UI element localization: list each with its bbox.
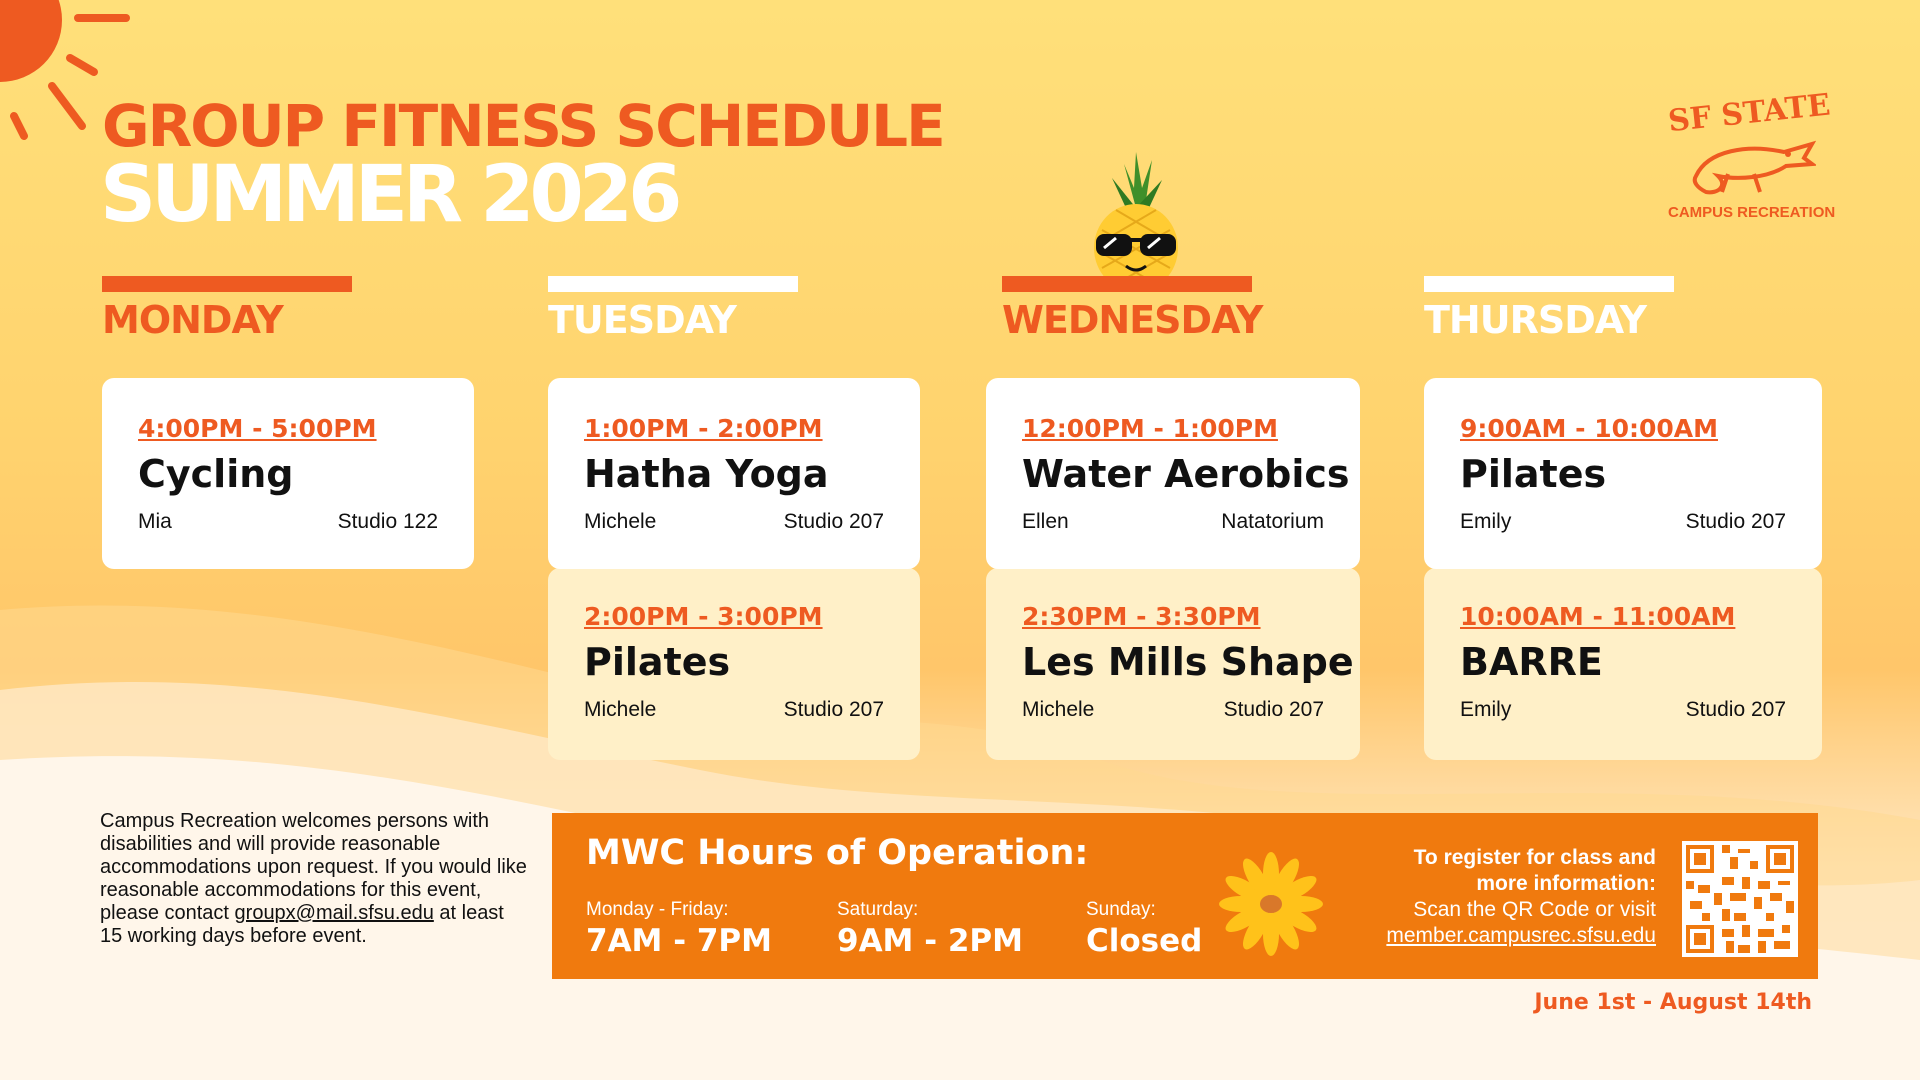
- day-header-thursday: THURSDAY: [1424, 298, 1647, 342]
- register-link[interactable]: member.campusrec.sfsu.edu: [1386, 924, 1656, 947]
- page-subtitle: SUMMER 2026: [100, 150, 678, 240]
- class-room: Studio 207: [783, 510, 884, 533]
- flower-icon: [1216, 849, 1326, 959]
- day-header-wednesday: WEDNESDAY: [1002, 298, 1263, 342]
- accessibility-text-end: at least 15 working days before event.: [100, 902, 504, 947]
- hours-label-weekdays: Monday - Friday:: [586, 899, 729, 920]
- sf-state-logo: [1666, 87, 1836, 230]
- register-line-3: Scan the QR Code or visit: [1413, 898, 1656, 921]
- class-instructor: Mia: [138, 510, 172, 533]
- class-room: Studio 122: [337, 510, 438, 533]
- gator-icon: [1688, 130, 1816, 200]
- class-instructor: Michele: [1022, 698, 1095, 721]
- hours-label-saturday: Saturday:: [837, 899, 919, 920]
- registration-info: [1326, 845, 1656, 949]
- accessibility-text: Campus Recreation welcomes persons with disabilities and will provide reasonable accommodations upon request. If you would like reasonable accommodations for this event, please contact: [100, 810, 527, 924]
- hours-value-saturday: 9AM - 2PM: [837, 923, 1023, 959]
- class-card: [986, 378, 1360, 569]
- class-instructor: Emily: [1460, 698, 1512, 721]
- day-header-tuesday: TUESDAY: [548, 298, 736, 342]
- qr-code-icon[interactable]: [1682, 841, 1798, 957]
- pineapple-with-sunglasses-icon: [1086, 148, 1186, 284]
- tuesday-bar: [548, 276, 798, 292]
- class-instructor: Emily: [1460, 510, 1512, 533]
- class-name: Pilates: [584, 640, 731, 684]
- class-name: Les Mills Shape: [1022, 640, 1354, 684]
- class-card: [1424, 378, 1822, 569]
- hours-of-operation-box: [552, 813, 1818, 979]
- register-line-1: To register for class and: [1413, 846, 1656, 869]
- hours-value-weekdays: 7AM - 7PM: [586, 923, 772, 959]
- register-line-2: more information:: [1476, 872, 1656, 895]
- wednesday-bar: [1002, 276, 1252, 292]
- hours-label-sunday: Sunday:: [1086, 899, 1156, 920]
- logo-tagline: CAMPUS RECREATION: [1668, 204, 1836, 221]
- class-card: [102, 378, 474, 569]
- class-instructor: Michele: [584, 698, 657, 721]
- hours-value-sunday: Closed: [1086, 923, 1203, 959]
- class-time: 2:00PM - 3:00PM: [584, 602, 823, 631]
- class-name: Hatha Yoga: [584, 452, 829, 496]
- accessibility-statement: [100, 810, 530, 948]
- day-header-monday: MONDAY: [102, 298, 283, 342]
- class-room: Studio 207: [1223, 698, 1324, 721]
- class-room: Studio 207: [1685, 510, 1786, 533]
- class-room: Studio 207: [1685, 698, 1786, 721]
- logo-text: SF STATE: [1666, 87, 1832, 140]
- hours-title: MWC Hours of Operation:: [586, 833, 1089, 873]
- class-room: Natatorium: [1221, 510, 1324, 533]
- class-time: 2:30PM - 3:30PM: [1022, 602, 1261, 631]
- class-time: 4:00PM - 5:00PM: [138, 414, 377, 443]
- page-title: GROUP FITNESS SCHEDULE: [102, 92, 944, 160]
- class-room: Studio 207: [783, 698, 884, 721]
- class-instructor: Ellen: [1022, 510, 1069, 533]
- class-time: 9:00AM - 10:00AM: [1460, 414, 1718, 443]
- contact-email-link[interactable]: groupx@mail.sfsu.edu: [234, 902, 434, 924]
- class-time: 10:00AM - 11:00AM: [1460, 602, 1736, 631]
- class-name: Cycling: [138, 452, 294, 496]
- monday-bar: [102, 276, 352, 292]
- date-range: June 1st - August 14th: [1534, 990, 1812, 1015]
- class-name: Water Aerobics: [1022, 452, 1350, 496]
- class-name: BARRE: [1460, 640, 1603, 684]
- class-card: [548, 378, 920, 569]
- class-card: [1424, 568, 1822, 760]
- class-time: 1:00PM - 2:00PM: [584, 414, 823, 443]
- class-name: Pilates: [1460, 452, 1607, 496]
- thursday-bar: [1424, 276, 1674, 292]
- class-instructor: Michele: [584, 510, 657, 533]
- class-card: [548, 568, 920, 760]
- class-card: [986, 568, 1360, 760]
- class-time: 12:00PM - 1:00PM: [1022, 414, 1278, 443]
